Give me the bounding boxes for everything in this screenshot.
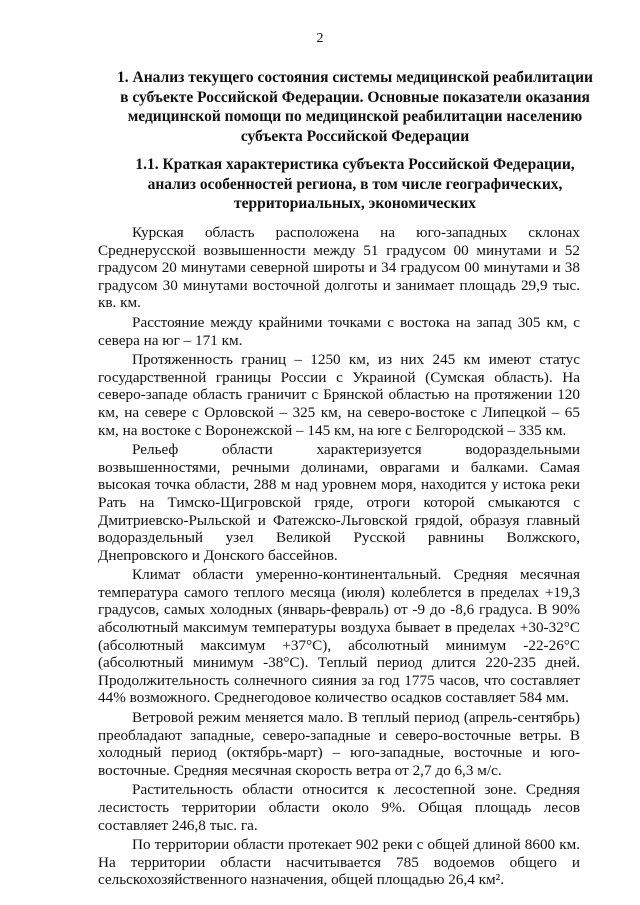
- paragraph-wind: Ветровой режим меняется мало. В теплый период (апрель-сентябрь) преобладают западные, северо-западные и северо-восточные ветры. В холодный период (октябрь-март) – юго-западные, восточные и юго-восточные. Средняя месячная скорость ветра от 2,7 до 6,3 м/с.: [98, 709, 580, 779]
- paragraph-borders: Протяженность границ – 1250 км, из них 245 км имеют статус государственной границы России с Украиной (Сумская область). На северо-западе область граничит с Брянской областью на протяжении 120 км, на севере с Орловской – 325 км, на северо-востоке с Липецкой – 65 км, на востоке с Воронежской – 145 км, на юге с Белгородской – 335 км.: [98, 351, 580, 439]
- subsection-heading: 1.1. Краткая характеристика субъекта Российской Федерации, анализ особенностей региона, в том числе географических, территориальных, экономических: [135, 156, 575, 212]
- body-text: [98, 224, 580, 889]
- paragraph-vegetation: Растительность области относится к лесостепной зоне. Средняя лесистость территории области около 9%. Общая площадь лесов составляет 246,8 тыс. га.: [98, 781, 580, 834]
- page-number: 2: [316, 31, 324, 46]
- paragraph-location: Курская область расположена на юго-западных склонах Среднерусской возвышенности между 51 градусом 00 минутами и 52 градусом 20 минутами северной широты и 34 градусом 00 минутами и 38 градусом 30 минутами восточной долготы и занимает площадь 29,9 тыс. кв. км.: [98, 224, 580, 312]
- paragraph-relief: Рельеф области характеризуется водораздельными возвышенностями, речными долинами, оврагами и балками. Самая высокая точка области, 288 м над уровнем моря, находится у истока реки Рать на Тимско-Щигровской гряде, отроги которой смыкаются с Дмитриевско-Рыльской и Фатежско-Льговской грядой, образуя главный водораздельный узел Великой Русской равнины Волжского, Днепровского и Донского бассейнов.: [98, 441, 580, 564]
- paragraph-climate: Климат области умеренно-континентальный. Средняя месячная температура самого теплого месяца (июля) колеблется в пределах +19,3 градусов, самых холодных (январь-февраль) от -9 до -8,6 градуса. В 90% абсолютный максимум температуры воздуха бывает в пределах +30-32°C (абсолютный максимум +37°C), абсолютный минимум -22-26°C (абсолютный минимум -38°C). Теплый период длится 220-235 дней. Продолжительность солнечного сияния за год 1775 часов, что составляет 44% возможного. Среднегодовое количество осадков составляет 584 мм.: [98, 566, 580, 707]
- paragraph-rivers: По территории области протекает 902 реки с общей длиной 8600 км. На территории области насчитывается 785 водоемов общего и сельскохозяйственного назначения, общей площадью 26,4 км².: [98, 836, 580, 889]
- section-heading: 1. Анализ текущего состояния системы медицинской реабилитации в субъекте Российской Федерации. Основные показатели оказания медицинской помощи по медицинской реабилитации населению субъекта Российской Федерации: [117, 69, 593, 145]
- paragraph-distance: Расстояние между крайними точками с востока на запад 305 км, с севера на юг – 171 км.: [98, 313, 580, 349]
